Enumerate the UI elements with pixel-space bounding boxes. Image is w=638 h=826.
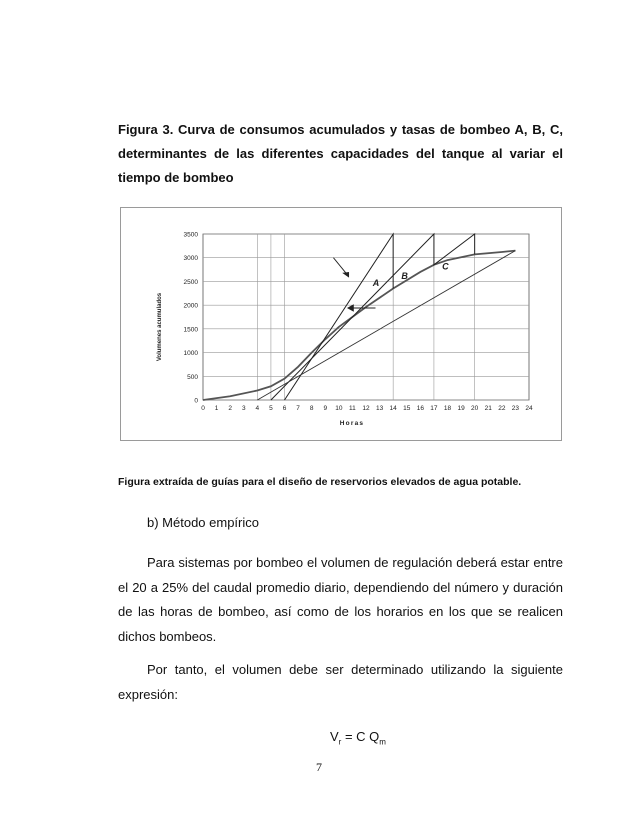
- series-label-b: B: [401, 271, 408, 282]
- x-tick-label: 16: [416, 405, 424, 412]
- figure-chart: [120, 207, 562, 441]
- x-tick-label: 3: [241, 405, 246, 412]
- plot-area: [203, 234, 529, 400]
- x-tick-label: 22: [498, 405, 506, 412]
- series-label-a: A: [372, 278, 380, 289]
- y-tick-label: 1000: [183, 350, 198, 358]
- y-tick-label: 3000: [183, 255, 198, 263]
- x-tick-label: 23: [511, 405, 520, 412]
- formula-sub-r: r: [338, 737, 342, 747]
- y-axis-label: Volumenes acumulados: [157, 292, 163, 362]
- x-tick-label: 5: [269, 405, 273, 412]
- x-tick-label: 9: [323, 405, 328, 412]
- x-tick-label: 17: [430, 405, 438, 412]
- y-tick-label: 0: [194, 397, 198, 405]
- figure-caption: Figura 3. Curva de consumos acumulados y tasas de bombeo A, B, C, determinantes de las diferentes capacidades del tanque al variar el tiempo de bombeo: [118, 122, 563, 185]
- formula-eq: = C Q: [341, 729, 380, 744]
- y-tick-label: 500: [187, 373, 198, 381]
- x-tick-label: 0: [201, 405, 205, 412]
- x-tick-label: 21: [484, 405, 492, 412]
- formula-sub-m: m: [379, 737, 386, 747]
- paragraph-1: Para sistemas por bombeo el volumen de regulación deberá estar entre el 20 a 25% del caudal promedio diario, dependiendo del número y duración de las horas de bombeo, así como de los horarios en los que se realicen dichos bombeos.: [118, 555, 563, 644]
- formula-v: V: [330, 729, 339, 744]
- paragraph-2: Por tanto, el volumen debe ser determinado utilizando la siguiente expresión:: [118, 662, 563, 702]
- y-tick-label: 1500: [183, 326, 198, 334]
- x-axis-label: Horas: [339, 420, 365, 427]
- y-tick-label: 2500: [183, 278, 198, 286]
- section-subheading: b) Método empírico: [147, 515, 259, 530]
- cumulative-consumption-chart: [121, 208, 561, 440]
- x-tick-label: 12: [362, 405, 370, 412]
- x-tick-label: 24: [525, 405, 533, 412]
- x-tick-label: 20: [471, 405, 479, 412]
- x-tick-label: 11: [349, 405, 356, 412]
- x-tick-label: 18: [443, 405, 452, 412]
- figure-source-note: Figura extraída de guías para el diseño de reservorios elevados de agua potable.: [118, 476, 522, 488]
- x-tick-label: 8: [309, 405, 314, 412]
- x-tick-label: 1: [214, 405, 219, 412]
- formula: [330, 729, 386, 747]
- x-tick-label: 19: [457, 405, 465, 412]
- x-tick-label: 10: [335, 405, 343, 412]
- x-tick-label: 15: [403, 405, 411, 412]
- x-tick-label: 7: [296, 405, 300, 412]
- x-tick-label: 6: [282, 405, 287, 412]
- y-tick-label: 2000: [183, 302, 198, 310]
- series-label-c: C: [442, 261, 449, 272]
- page-number: 7: [316, 760, 322, 774]
- y-tick-label: 3500: [183, 231, 198, 239]
- x-tick-label: 4: [255, 405, 260, 412]
- x-tick-label: 13: [375, 405, 384, 412]
- x-tick-label: 14: [389, 405, 397, 412]
- x-tick-label: 2: [228, 405, 232, 412]
